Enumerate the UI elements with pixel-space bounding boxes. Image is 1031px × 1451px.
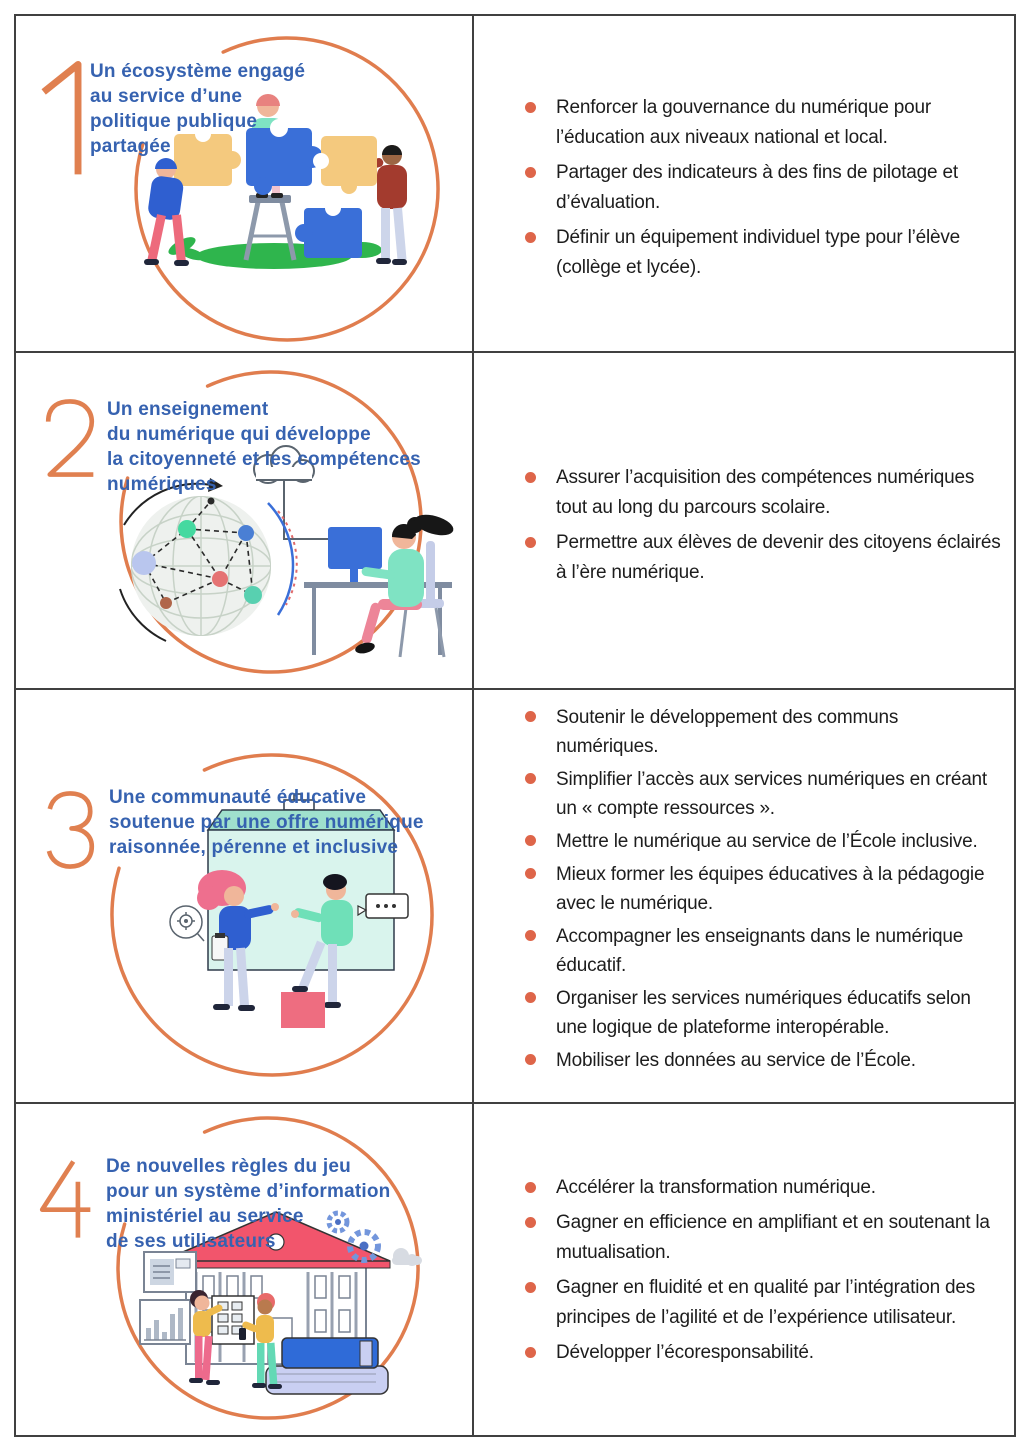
bullet-text: Organiser les services numériques éducatifs selon une logique de plateforme interopérable. <box>556 988 971 1038</box>
list-item <box>525 703 1002 761</box>
right-yellow-puzzle-piece <box>313 136 377 194</box>
table-row-axis-4 <box>16 1102 1014 1435</box>
network-node <box>132 551 156 575</box>
ground-puzzle-piece <box>295 200 362 258</box>
books-stack <box>266 1338 388 1394</box>
axis-4-actions-cell <box>474 1104 1014 1435</box>
bullet-icon <box>525 930 536 941</box>
axis-title: Un enseignement du numérique qui développe la citoyenneté et les compétences numériques <box>107 399 421 495</box>
bullet-text: Développer l’écoresponsabilité. <box>556 1341 814 1363</box>
speech-bubble-gear <box>170 906 204 941</box>
bullet-icon <box>525 537 536 548</box>
bullet-text: Mieux former les équipes éducatives à la pédagogie avec le numérique. <box>556 864 985 914</box>
axis-1-actions-cell <box>474 16 1014 351</box>
table-row-axis-1 <box>16 16 1014 351</box>
bullet-icon <box>525 1054 536 1065</box>
bullet-list <box>525 703 1002 1079</box>
bullet-text: Gagner en fluidité et en qualité par l’intégration des principes de l’agilité et de l’expérience utilisateur. <box>556 1276 976 1328</box>
list-item <box>525 93 1002 153</box>
bullet-text: Mettre le numérique au service de l’École inclusive. <box>556 831 978 852</box>
list-item <box>525 1173 1002 1203</box>
list-item <box>525 1273 1002 1333</box>
info-panel <box>212 1296 254 1344</box>
list-item <box>525 528 1002 588</box>
table-row-axis-3 <box>16 688 1014 1102</box>
bullet-text: Renforcer la gouvernance du numérique pour l’éducation aux niveaux national et local. <box>556 97 932 148</box>
axis-number-glyph-2 <box>42 395 98 481</box>
list-item <box>525 1338 1002 1368</box>
axis-4-visual-cell <box>16 1104 474 1435</box>
bullet-list <box>525 1173 1002 1373</box>
bullet-text: Gagner en efficience en amplifiant et en soutenant la mutualisation. <box>556 1211 990 1263</box>
list-item <box>525 463 1002 523</box>
bullet-list <box>525 93 1002 288</box>
bullet-icon <box>525 773 536 784</box>
bullet-text: Assurer l’acquisition des compétences numériques tout au long du parcours scolaire. <box>556 466 975 518</box>
bullet-text: Définir un équipement individuel type pour l’élève (collège et lycée). <box>556 227 961 278</box>
speech-bubble-dots <box>358 894 408 918</box>
axis-3-actions-cell <box>474 690 1014 1102</box>
bullet-icon <box>525 1282 536 1293</box>
axis-2-actions-cell <box>474 353 1014 688</box>
bullet-icon <box>525 1182 536 1193</box>
axis-title: De nouvelles règles du jeu pour un système d’information ministériel au service de ses utilisateurs <box>106 1156 391 1252</box>
axis-3-visual-cell <box>16 690 474 1102</box>
bar-chart-icon <box>140 1300 190 1344</box>
bullet-icon <box>525 992 536 1003</box>
list-item <box>525 827 1002 856</box>
bullet-text: Soutenir le développement des communs numériques. <box>556 707 899 757</box>
bullet-text: Simplifier l’accès aux services numériques en créant un « compte ressources ». <box>556 769 988 819</box>
axes-table <box>14 14 1016 1437</box>
bullet-text: Partager des indicateurs à des fins de pilotage et d’évaluation. <box>556 162 958 213</box>
list-item <box>525 860 1002 918</box>
list-item <box>525 1208 1002 1268</box>
axis-title: Une communauté éducative soutenue par une offre numérique raisonnée, pérenne et inclusive <box>109 787 424 858</box>
axis-number-glyph-3 <box>42 787 98 873</box>
bullet-icon <box>525 1347 536 1358</box>
bullet-icon <box>525 472 536 483</box>
list-item <box>525 984 1002 1042</box>
bullet-icon <box>525 711 536 722</box>
bullet-icon <box>525 102 536 113</box>
bullet-icon <box>525 835 536 846</box>
axis-title: Un écosystème engagé au service d’une politique publique partagée <box>90 61 306 157</box>
axis-1-visual-cell <box>16 16 474 351</box>
list-item <box>525 922 1002 980</box>
bullet-icon <box>525 1217 536 1228</box>
list-item <box>525 1046 1002 1075</box>
bullet-text: Permettre aux élèves de devenir des citoyens éclairés à l’ère numérique. <box>556 531 1001 583</box>
bullet-icon <box>525 868 536 879</box>
bullet-text: Accélérer la transformation numérique. <box>556 1176 876 1198</box>
bullet-text: Accompagner les enseignants dans le numérique éducatif. <box>556 926 964 976</box>
list-item <box>525 158 1002 218</box>
whiteboard-discussion-illustration <box>16 690 474 1102</box>
document-frame-icon <box>144 1252 196 1292</box>
axis-2-visual-cell <box>16 353 474 688</box>
axis-number-glyph-4 <box>36 1155 95 1241</box>
bullet-icon <box>525 167 536 178</box>
bullet-text: Mobiliser les données au service de l’École. <box>556 1050 916 1071</box>
red-step-box <box>281 992 325 1028</box>
list-item <box>525 765 1002 823</box>
list-item <box>525 223 1002 283</box>
bullet-icon <box>525 232 536 243</box>
bullet-list <box>525 463 1002 593</box>
table-row-axis-2 <box>16 351 1014 688</box>
axis-number-glyph-1 <box>32 53 92 179</box>
